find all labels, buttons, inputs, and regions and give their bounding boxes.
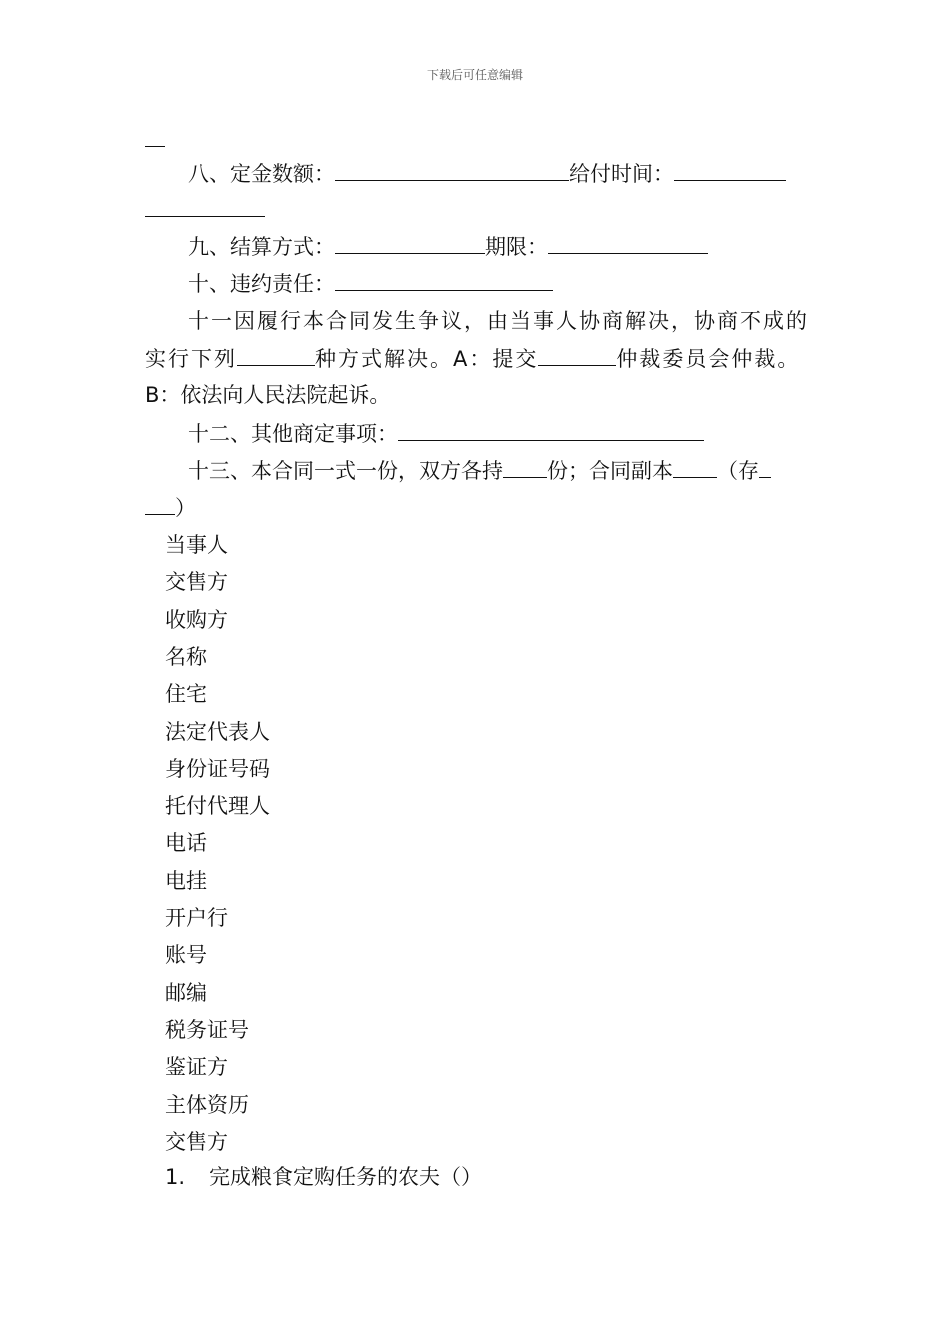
party-field-label: 法定代表人 — [165, 720, 270, 744]
party-field-label: 鉴证方 — [165, 1055, 228, 1079]
settlement-method-blank[interactable] — [335, 233, 485, 254]
storage-blank-cont[interactable] — [145, 494, 175, 515]
clause-11-text-1: 十一因履行本合同发生争议，由当事人协商解决，协商不成的 — [188, 309, 809, 333]
clause-12-label: 十二、其他商定事项： — [188, 422, 398, 446]
page-header: 下载后可任意编辑 — [426, 68, 523, 82]
clause-11-text-2c: 仲裁委员会仲裁。 — [616, 347, 801, 371]
clause-10-label: 十、违约责任： — [188, 272, 335, 296]
numbered-item-text: 完成粮食定购任务的农夫（） — [209, 1165, 482, 1189]
deposit-amount-blank[interactable] — [335, 160, 569, 181]
clause-8-continuation — [145, 196, 265, 223]
clause-11-line-3 — [145, 382, 390, 408]
clause-13-end: ） — [175, 496, 196, 520]
party-field-label: 身份证号码 — [165, 757, 270, 781]
clause-8-label: 八、定金数额： — [188, 162, 335, 186]
party-field-label: 电挂 — [165, 869, 207, 893]
clause-11-text-2a: 实行下列 — [145, 347, 237, 371]
storage-blank[interactable] — [759, 457, 771, 478]
continuation-blank — [145, 126, 165, 153]
party-field-label: 电话 — [165, 831, 207, 855]
clause-11-line-2 — [145, 345, 800, 372]
party-field-label: 交售方 — [165, 1130, 228, 1154]
clause-13-continuation — [145, 494, 196, 521]
duplicate-copies-blank[interactable] — [673, 457, 717, 478]
clause-9 — [188, 233, 708, 260]
clause-13-text-c: （存 — [717, 459, 759, 483]
clause-8 — [188, 160, 786, 187]
party-field-label: 托付代理人 — [165, 794, 270, 818]
party-field-label: 收购方 — [165, 608, 228, 632]
party-field-label: 开户行 — [165, 906, 228, 930]
clause-13-text-a: 十三、本合同一式一份，双方各持 — [188, 459, 503, 483]
party-field-label: 住宅 — [165, 682, 207, 706]
party-field-label: 邮编 — [165, 981, 207, 1005]
clause-11-line-1 — [188, 308, 809, 334]
party-field-label: 税务证号 — [165, 1018, 249, 1042]
term-blank[interactable] — [548, 233, 708, 254]
clause-8-mid: 给付时间： — [569, 162, 674, 186]
payment-time-blank-cont[interactable] — [145, 196, 265, 217]
other-matters-blank[interactable] — [398, 420, 704, 441]
payment-time-blank[interactable] — [674, 160, 786, 181]
party-field-label: 交售方 — [165, 570, 228, 594]
dispute-method-blank[interactable] — [237, 345, 315, 366]
party-field-label: 当事人 — [165, 533, 228, 557]
arbitration-committee-blank[interactable] — [538, 345, 616, 366]
numbered-item-number: 1. — [165, 1165, 186, 1189]
clause-11-text-3: B：依法向人民法院起诉。 — [145, 383, 391, 407]
clause-9-mid: 期限： — [485, 235, 548, 259]
party-field-label: 名称 — [165, 645, 207, 669]
clause-9-label: 九、结算方式： — [188, 235, 335, 259]
liability-blank[interactable] — [335, 270, 553, 291]
clause-10 — [188, 270, 553, 297]
numbered-item — [165, 1164, 482, 1190]
clause-13 — [188, 457, 771, 484]
copies-each-blank[interactable] — [503, 457, 547, 478]
clause-12 — [188, 420, 704, 447]
party-field-label: 账号 — [165, 943, 207, 967]
party-field-label: 主体资历 — [165, 1093, 249, 1117]
clause-11-text-2b: 种方式解决。A：提交 — [315, 347, 539, 371]
clause-13-text-b: 份；合同副本 — [547, 459, 673, 483]
